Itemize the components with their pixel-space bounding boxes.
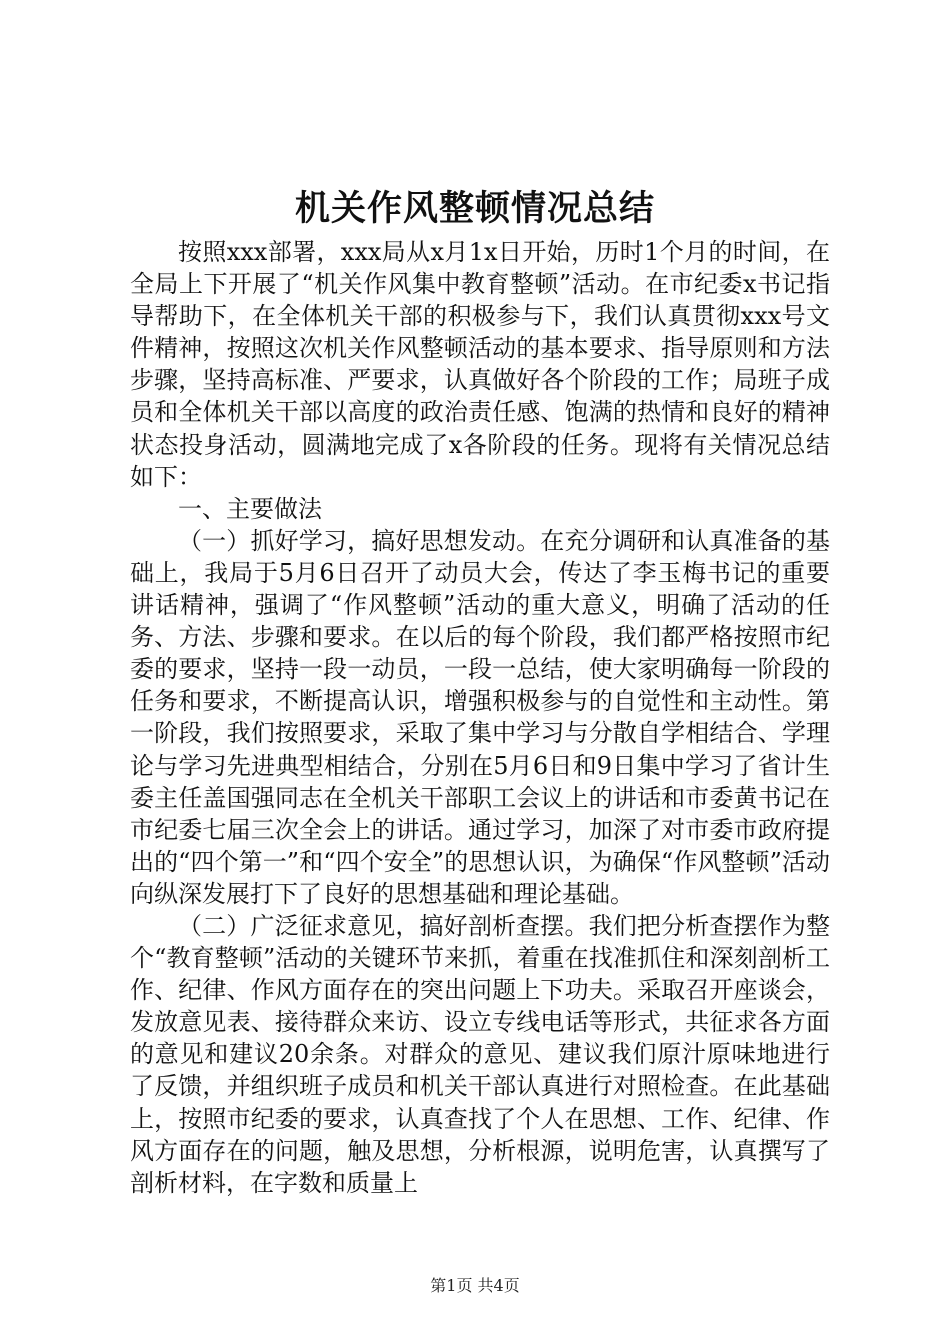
- paragraph-intro: 按照xxx部署，xxx局从x月1x日开始，历时1个月的时间，在全局上下开展了“机关作风集中教育整顿”活动。在市纪委x书记指导帮助下，在全体机关干部的积极参与下，我们认真贯彻xxx号文件精神，按照这次机关作风整顿活动的基本要求、指导原则和方法步骤，坚持高标准、严要求，认真做好各个阶段的工作；局班子成员和全体机关干部以高度的政治责任感、饱满的热情和良好的精神状态投身活动，圆满地完成了x各阶段的任务。现将有关情况总结如下：: [130, 238, 830, 491]
- document-body: [130, 236, 830, 1199]
- section-heading-main-practices: 一、主要做法: [178, 494, 322, 523]
- paragraph-opinions: （二）广泛征求意见，搞好剖析查摆。我们把分析查摆作为整个“教育整顿”活动的关键环节来抓，着重在找准抓住和深刻剖析工作、纪律、作风方面存在的突出问题上下功夫。采取召开座谈会，发放意见表、接待群众来访、设立专线电话等形式，共征求各方面的意见和建议20余条。对群众的意见、建议我们原汁原味地进行了反馈，并组织班子成员和机关干部认真进行对照检查。在此基础上，按照市纪委的要求，认真查找了个人在思想、工作、纪律、作风方面存在的问题，触及思想，分析根源，说明危害，认真撰写了剖析材料，在字数和质量上: [130, 911, 830, 1197]
- document-title: 机关作风整顿情况总结: [294, 188, 655, 229]
- paragraph-study: （一）抓好学习，搞好思想发动。在充分调研和认真准备的基础上，我局于5月6日召开了动员大会，传达了李玉梅书记的重要讲话精神，强调了“作风整顿”活动的重大意义，明确了活动的任务、方法、步骤和要求。在以后的每个阶段，我们都严格按照市纪委的要求，坚持一段一动员，一段一总结，使大家明确每一阶段的任务和要求，不断提高认识，增强积极参与的自觉性和主动性。第一阶段，我们按照要求，采取了集中学习与分散自学相结合、学理论与学习先进典型相结合，分别在5月6日和9日集中学习了省计生委主任盖国强同志在全机关干部职工会议上的讲话和市委黄书记在市纪委七届三次全会上的讲话。通过学习，加深了对市委市政府提出的“四个第一”和“四个安全”的思想认识，为确保“作风整顿”活动向纵深发展打下了良好的思想基础和理论基础。: [130, 526, 830, 908]
- page-number-footer: 第1页 共4页: [430, 1276, 520, 1295]
